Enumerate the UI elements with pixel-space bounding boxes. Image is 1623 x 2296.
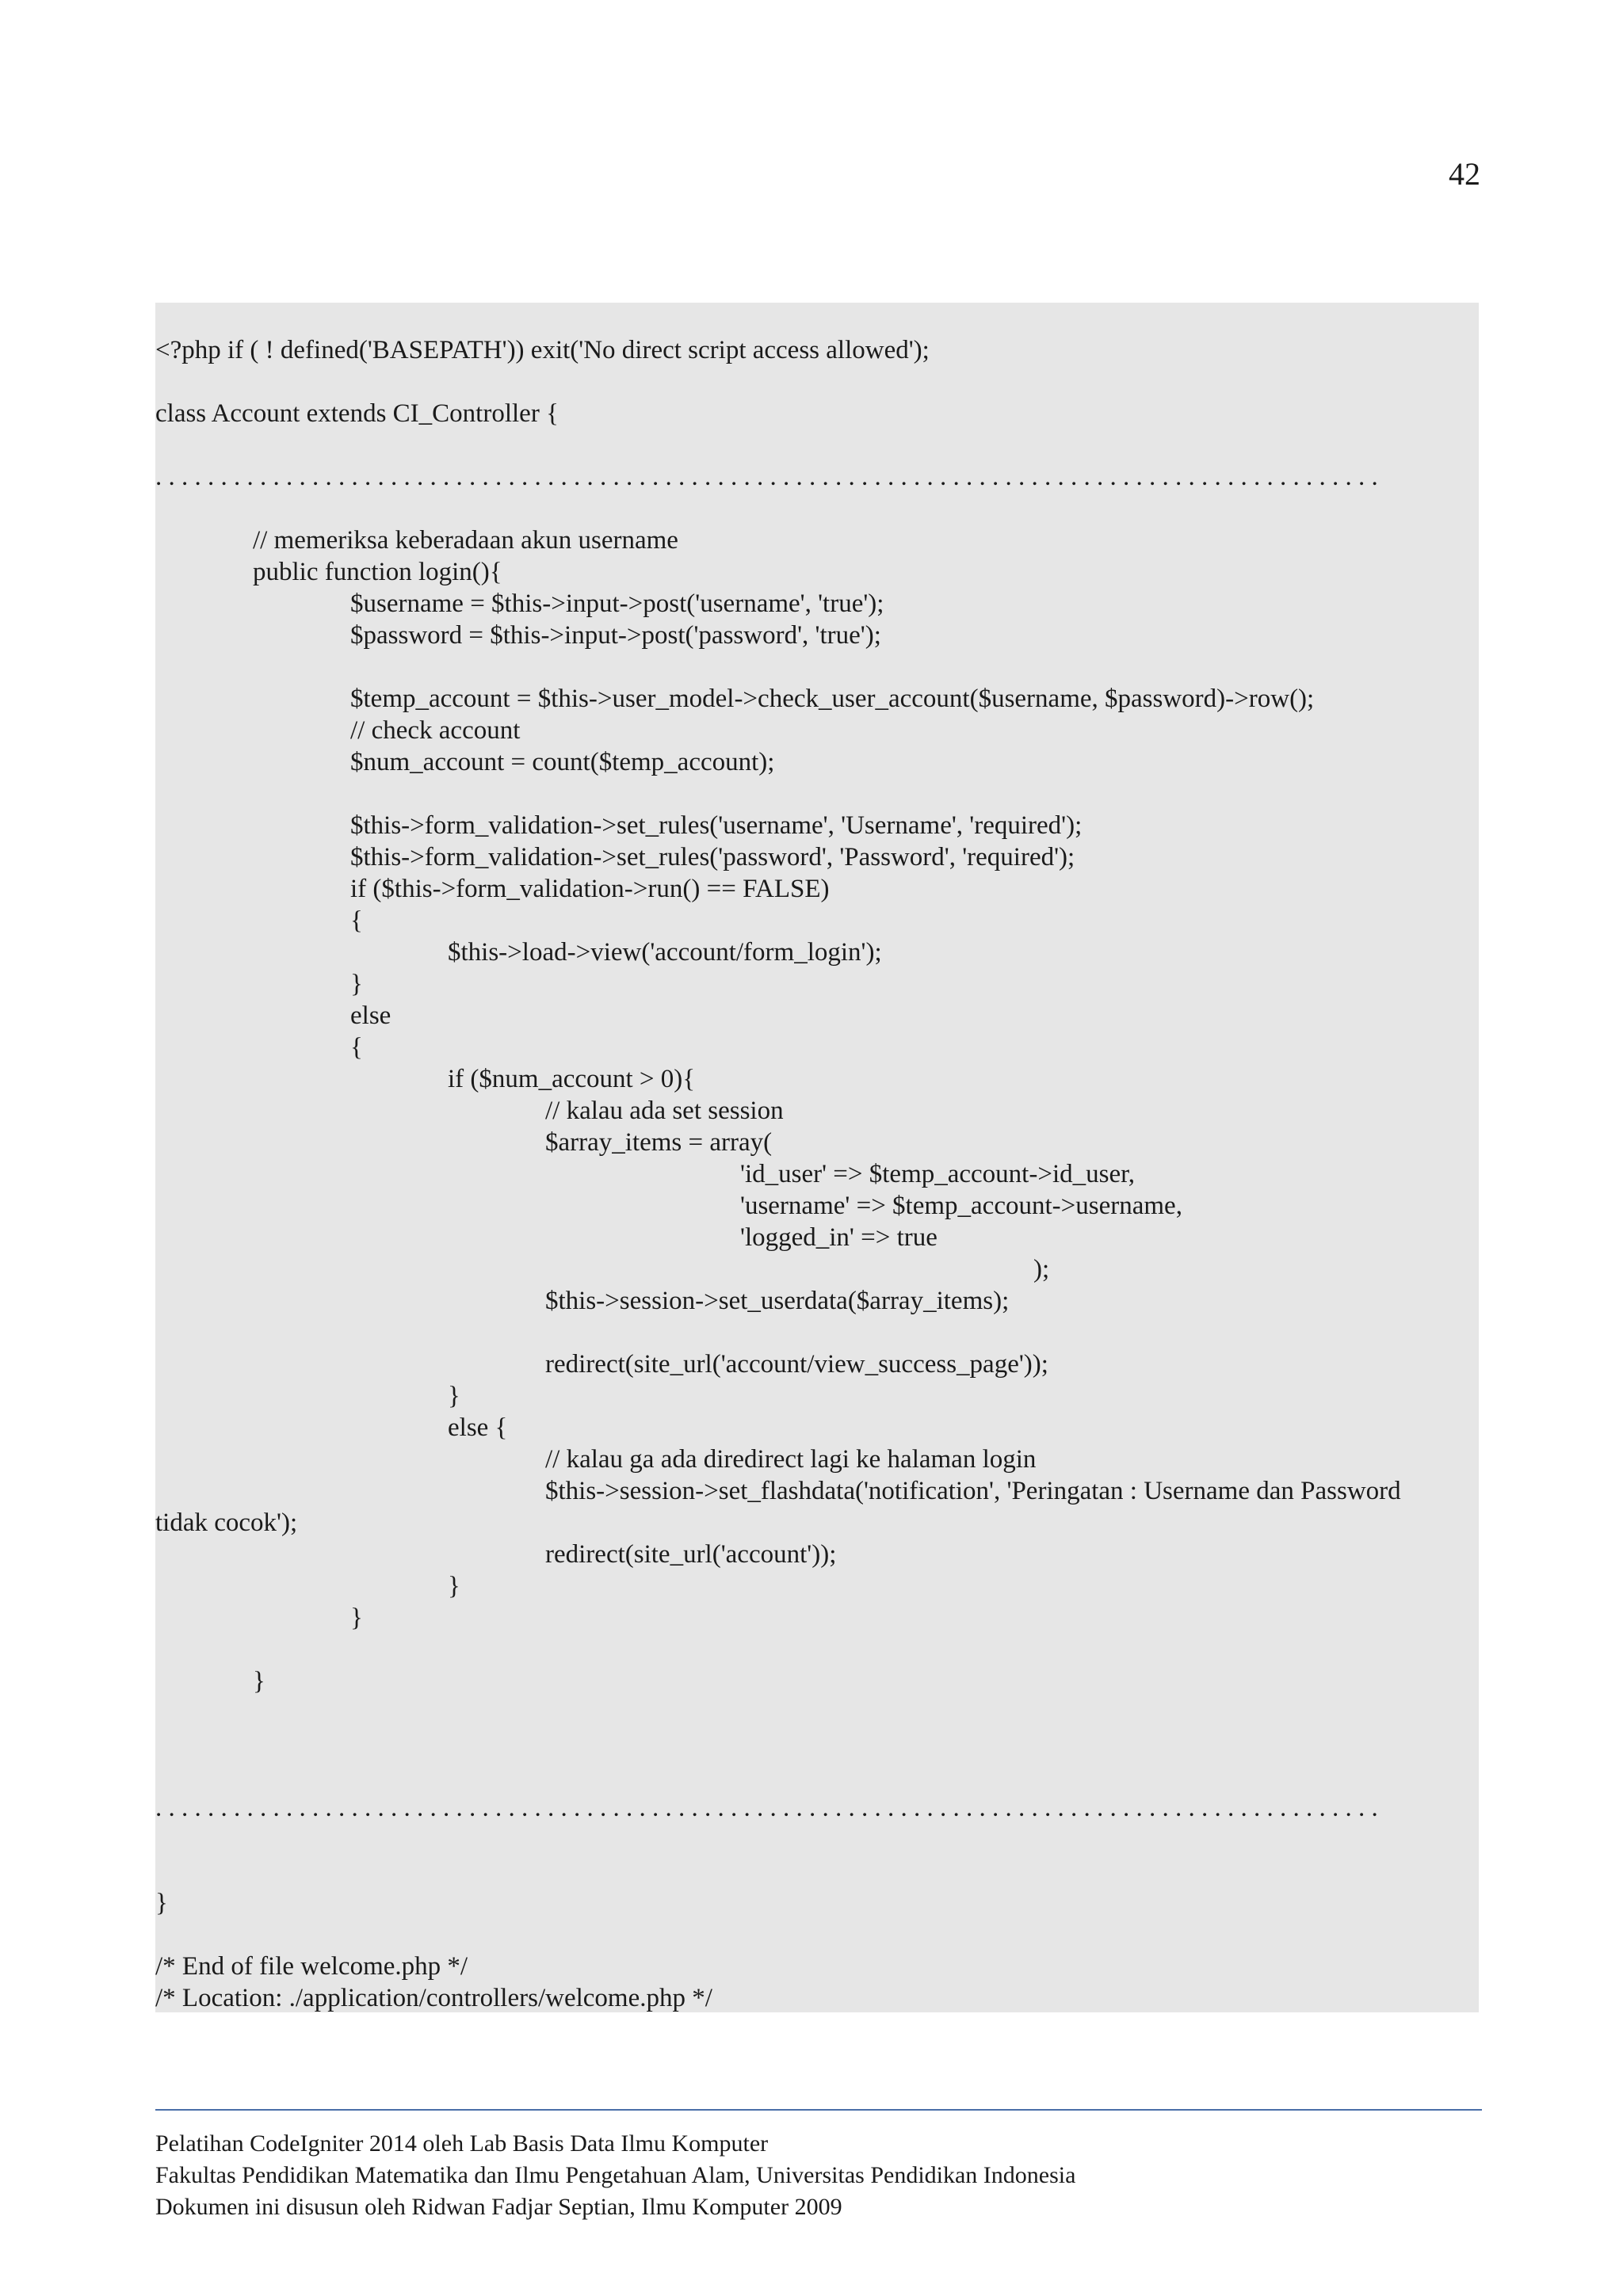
code-line: $array_items = array( (545, 1128, 773, 1157)
code-line: 'username' => $temp_account->username, (740, 1192, 1182, 1220)
code-line: // kalau ada set session (545, 1097, 784, 1125)
footer-line: Dokumen ini disusun oleh Ridwan Fadjar Septian, Ilmu Komputer 2009 (155, 2194, 842, 2220)
code-line: 'logged_in' => true (740, 1223, 938, 1252)
code-line: if ($num_account > 0){ (448, 1065, 696, 1093)
code-line: $this->load->view('account/form_login'); (448, 938, 882, 967)
code-line: redirect(site_url('account/view_success_page')); (545, 1350, 1048, 1379)
code-line: public function login(){ (253, 558, 502, 586)
code-line: . . . . . . . . . . . . . . . . . . . . . . . . . . . . . . . . . . . . . . . . . . . . . . . . . . . . . . . . . . . . . . . . . . . . . . . . . . . . . . . . . . . . . . . . . . . . . . (155, 463, 1378, 491)
code-line: redirect(site_url('account')); (545, 1540, 837, 1569)
code-line: { (350, 1033, 363, 1062)
code-line (155, 1919, 1479, 1951)
code-line: $this->form_validation->set_rules('password', 'Password', 'required'); (350, 843, 1075, 871)
code-line: // kalau ga ada diredirect lagi ke halaman login (545, 1445, 1037, 1474)
code-line: else (350, 1001, 391, 1030)
code-line: else { (448, 1413, 508, 1442)
code-line: { (350, 906, 363, 935)
code-line: $password = $this->input->post('password', 'true'); (350, 621, 881, 650)
footer-divider (155, 2109, 1482, 2111)
code-line: } (155, 1889, 168, 1917)
code-line: $temp_account = $this->user_model->check_user_account($username, $password)->row(); (350, 685, 1315, 713)
code-line: $this->form_validation->set_rules('username', 'Username', 'required'); (350, 811, 1083, 840)
code-line: // memeriksa keberadaan akun username (253, 526, 678, 555)
code-line: /* Location: ./application/controllers/welcome.php */ (155, 1984, 712, 2012)
code-line: /* End of file welcome.php */ (155, 1952, 468, 1981)
code-line: } (448, 1382, 460, 1410)
code-line: if ($this->form_validation->run() == FALSE) (350, 875, 830, 903)
code-line: <?php if ( ! defined('BASEPATH')) exit('No direct script access allowed'); (155, 336, 930, 364)
code-line (155, 1317, 1479, 1348)
code-line (155, 1729, 1479, 1760)
code-line (155, 1760, 1479, 1792)
code-line (155, 778, 1479, 810)
code-line (155, 1697, 1479, 1729)
code-line (155, 1824, 1479, 1855)
code-line: $this->session->set_flashdata('notification', 'Peringatan : Username dan Password (545, 1477, 1401, 1505)
code-line (155, 366, 1479, 398)
code-line: 'id_user' => $temp_account->id_user, (740, 1160, 1136, 1188)
code-listing (155, 334, 1479, 2014)
code-line: class Account extends CI_Controller { (155, 399, 559, 428)
footer-line: Fakultas Pendidikan Matematika dan Ilmu Pengetahuan Alam, Universitas Pendidikan Indonesia (155, 2162, 1076, 2188)
code-line: ); (1033, 1255, 1050, 1283)
code-line: } (350, 970, 363, 998)
code-line: $num_account = count($temp_account); (350, 748, 775, 776)
code-line: } (253, 1667, 265, 1695)
code-line: . . . . . . . . . . . . . . . . . . . . . . . . . . . . . . . . . . . . . . . . . . . . . . . . . . . . . . . . . . . . . . . . . . . . . . . . . . . . . . . . . . . . . . . . . . . . . . (155, 1794, 1378, 1822)
code-line: tidak cocok'); (155, 1508, 298, 1537)
code-line (155, 1855, 1479, 1887)
code-line: $this->session->set_userdata($array_items); (545, 1287, 1010, 1315)
footer-line: Pelatihan CodeIgniter 2014 oleh Lab Basis Data Ilmu Komputer (155, 2130, 769, 2157)
code-line (155, 493, 1479, 524)
code-listing-box (155, 303, 1479, 2012)
page-footer (155, 2128, 1075, 2223)
code-line: $username = $this->input->post('username', 'true'); (350, 589, 884, 618)
code-line: } (448, 1572, 460, 1600)
code-line: // check account (350, 716, 521, 745)
code-line: } (350, 1604, 363, 1632)
code-line (155, 1634, 1479, 1665)
page-number: 42 (1449, 156, 1480, 192)
code-line (155, 429, 1479, 461)
code-line (155, 651, 1479, 683)
